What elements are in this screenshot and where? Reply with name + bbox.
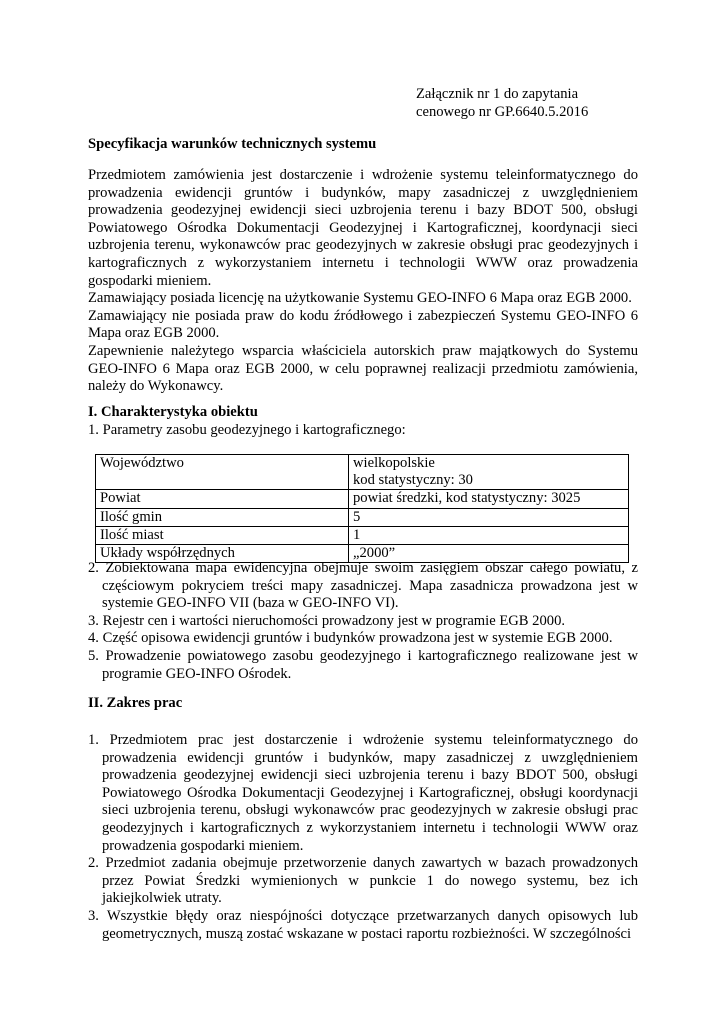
table-row (96, 455, 629, 490)
list-item: 3. Wszystkie błędy oraz niespójności dotyczące przetwarzanych danych opisowych lub geometrycznych, muszą zostać wskazane w postaci raportu rozbieżności. W szczególności (88, 907, 638, 942)
section-1-list (88, 560, 638, 683)
list-item: 2. Przedmiot zadania obejmuje przetworzenie danych zawartych w bazach prowadzonych przez Powiat Średzki wymienionych w punkcie 1 do nowego systemu, bez ich jakiejkolwiek utraty. (88, 855, 638, 907)
intro-paragraph-1: Przedmiotem zamówienia jest dostarczenie i wdrożenie systemu teleinformatycznego do prowadzenia ewidencji gruntów i budynków, mapy zasadniczej z uwzględnieniem prowadzenia geodezyjnej ewidencji sieci uzbrojenia terenu i bazy BDOT 500, obsługi Powiatowego Ośrodka Dokumentacji Geodezyjnej i Kartograficznej, koordynacji sieci uzbrojenia terenu, wykonawców prac geodezyjnych w zakresie obsługi prac geodezyjnych i kartograficznych z wykorzystaniem internetu i technologii WWW oraz prowadzenia gospodarki mieniem. (88, 167, 638, 289)
annex-line-1: Załącznik nr 1 do zapytania (416, 86, 579, 102)
section-2-list (88, 732, 638, 943)
intro-paragraph-4: Zapewnienie należytego wsparcia właściciela autorskich praw majątkowych do Systemu GEO-INFO 6 Mapa oraz EGB 2000, w celu poprawnej realizacji przedmiotu zamówienia, należy do Wykonawcy. (88, 342, 638, 395)
section-1-heading: I. Charakterystyka obiektu (88, 404, 258, 420)
section-2-heading: II. Zakres prac (88, 695, 183, 711)
table-cell-label: Województwo (96, 455, 349, 490)
parameters-table (95, 454, 629, 563)
document-title: Specyfikacja warunków technicznych systemu (88, 136, 377, 152)
table-cell-value: „2000” (349, 545, 629, 563)
annex-reference (416, 86, 638, 121)
intro-paragraphs (88, 167, 638, 396)
table-row (96, 508, 629, 526)
annex-line-2: cenowego nr GP.6640.5.2016 (416, 103, 589, 120)
list-item: 1. Przedmiotem prac jest dostarczenie i wdrożenie systemu teleinformatycznego do prowadzenia ewidencji gruntów i budynków, mapy zasadniczej z uwzględnieniem prowadzenia geodezyjnej ewidencji sieci uzbrojenia terenu i bazy BDOT 500, obsługi Powiatowego Ośrodka Dokumentacji Geodezyjnej i Kartograficznej, obsługi koordynacji sieci uzbrojenia terenu, obsługi wykonawców prac geodezyjnych w zakresie obsługi prac geodezyjnych i kartograficznych z wykorzystaniem internetu i technologii WWW oraz prowadzenia gospodarki mieniem. (88, 732, 638, 854)
table-cell-value: 5 (349, 508, 629, 526)
table-cell-label: Powiat (96, 490, 349, 508)
table-row (96, 526, 629, 544)
table-cell-label: Ilość miast (96, 526, 349, 544)
intro-paragraph-3: Zamawiający nie posiada praw do kodu źródłowego i zabezpieczeń Systemu GEO-INFO 6 Mapa oraz EGB 2000. (88, 307, 638, 342)
section-1-item-1: 1. Parametry zasobu geodezyjnego i kartograficznego: (88, 422, 406, 438)
list-item: 4. Część opisowa ewidencji gruntów i budynków prowadzona jest w systemie EGB 2000. (88, 630, 613, 647)
intro-paragraph-2: Zamawiający posiada licencję na użytkowanie Systemu GEO-INFO 6 Mapa oraz EGB 2000. (88, 290, 632, 307)
table-cell-label: Ilość gmin (96, 508, 349, 526)
table-cell-label: Układy współrzędnych (96, 545, 349, 563)
table-cell-value (349, 455, 629, 490)
table-row (96, 490, 629, 508)
table-cell-value: 1 (349, 526, 629, 544)
table-cell-value-line: wielkopolskie (353, 455, 435, 471)
list-item: 5. Prowadzenie powiatowego zasobu geodezyjnego i kartograficznego realizowane jest w programie GEO-INFO Ośrodek. (88, 647, 638, 682)
list-item: 2. Zobiektowana mapa ewidencyjna obejmuje swoim zasięgiem obszar całego powiatu, z częściowym pokryciem treści mapy zasadniczej. Mapa zasadnicza prowadzona jest w systemie GEO-INFO VII (baza w GEO-INFO VI). (88, 560, 638, 612)
table-cell-value: powiat średzki, kod statystyczny: 3025 (349, 490, 629, 508)
list-item: 3. Rejestr cen i wartości nieruchomości prowadzony jest w programie EGB 2000. (88, 612, 566, 629)
table-cell-value-line: kod statystyczny: 30 (353, 472, 473, 489)
